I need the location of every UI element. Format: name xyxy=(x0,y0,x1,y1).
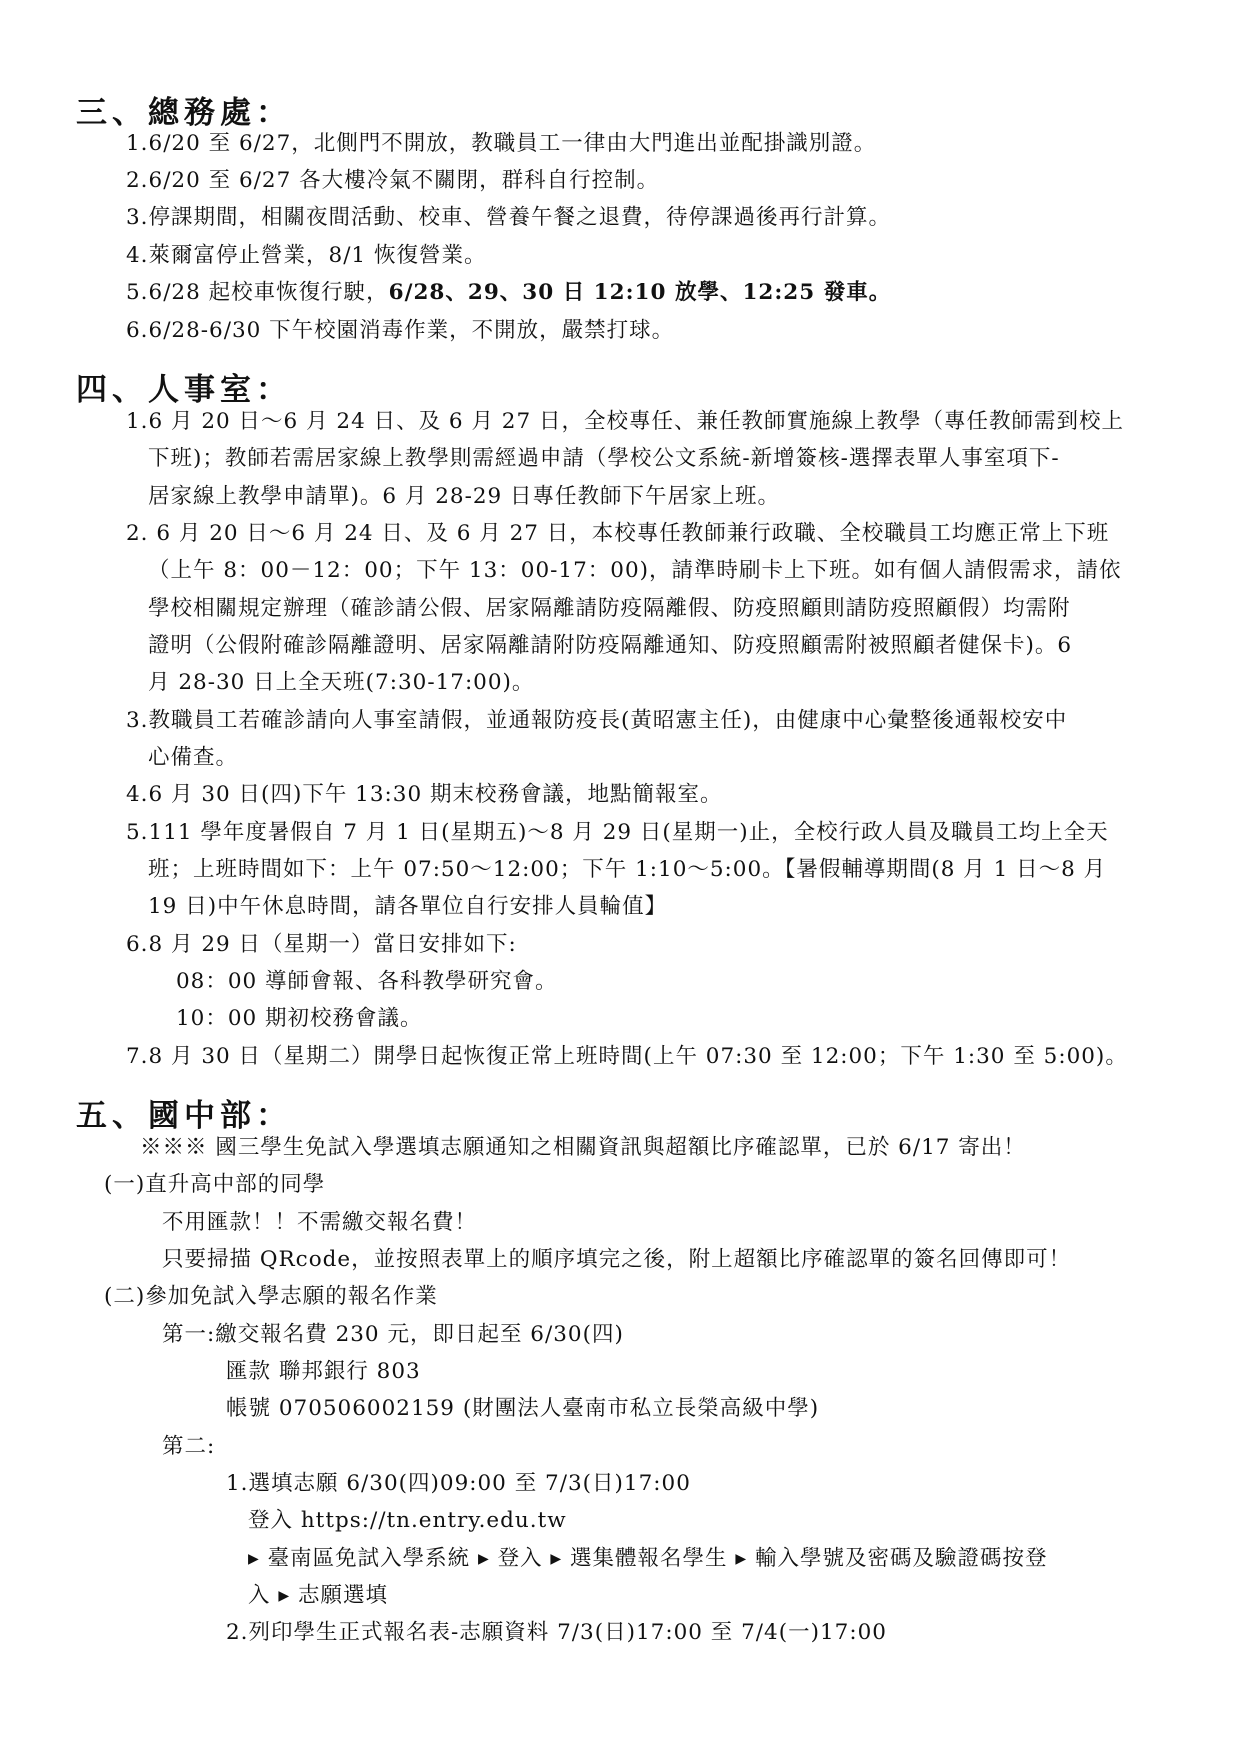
step-detail: 帳號 070506002159 (財團法人臺南市私立長榮高級中學) xyxy=(226,1396,820,1421)
step-detail: 匯款 聯邦銀行 803 xyxy=(226,1359,421,1384)
list-item-line: 心備查。 xyxy=(148,745,239,770)
list-subitem: 10：00 期初校務會議。 xyxy=(176,1006,423,1031)
step-line: 第二: xyxy=(162,1434,216,1459)
section-heading-junior-high: 五、國中部： xyxy=(76,1098,292,1134)
navigation-path: ▸ 臺南區免試入學系統 ▸ 登入 ▸ 選集體報名學生 ▸ 輸入學號及密碼及驗證碼按登 xyxy=(248,1546,1048,1571)
step-line: 第一:繳交報名費 230 元，即日起至 6/30(四) xyxy=(162,1322,624,1347)
list-item-line: 5.111 學年度暑假自 7 月 1 日(星期五)～8 月 29 日(星期一)止，全校行政人員及職員工均上全天 xyxy=(126,820,1109,845)
list-subitem: 08：00 導師會報、各科教學研究會。 xyxy=(176,969,558,994)
list-item: 1.6/20 至 6/27，北側門不開放，教職員工一律由大門進出並配掛識別證。 xyxy=(126,131,877,156)
paragraph-line: 只要掃描 QRcode，並按照表單上的順序填完之後，附上超額比序確認單的簽名回傳即可！ xyxy=(162,1247,1072,1272)
navigation-path: 入 ▸ 志願選填 xyxy=(248,1583,388,1608)
step-detail: 1.選填志願 6/30(四)09:00 至 7/3(日)17:00 xyxy=(226,1471,691,1496)
list-item-line: 1.6 月 20 日～6 月 24 日、及 6 月 27 日，全校專任、兼任教師實施線上教學（專任教師需到校上 xyxy=(126,409,1124,434)
subsection-title: (一)直升高中部的同學 xyxy=(104,1172,326,1197)
list-item xyxy=(126,280,891,306)
notice-line: ※※※ 國三學生免試入學選填志願通知之相關資訊與超額比序確認單，已於 6/17 寄出！ xyxy=(140,1135,1026,1160)
list-item: 2.6/20 至 6/27 各大樓冷氣不關閉，群科自行控制。 xyxy=(126,168,660,193)
list-item-line: 居家線上教學申請單)。6 月 28-29 日專任教師下午居家上班。 xyxy=(148,484,781,509)
list-item: 3.停課期間，相關夜間活動、校車、營養午餐之退費，待停課過後再行計算。 xyxy=(126,205,892,230)
paragraph-line: 不用匯款！！不需繳交報名費！ xyxy=(162,1210,478,1235)
list-item: 4.6 月 30 日(四)下午 13:30 期末校務會議，地點簡報室。 xyxy=(126,782,723,807)
list-item-emphasis: 6/28、29、30 日 12:10 放學、12:25 發車。 xyxy=(388,280,892,305)
list-item: 7.8 月 30 日（星期二）開學日起恢復正常上班時間(上午 07:30 至 12:00；下午 1:30 至 5:00)。 xyxy=(126,1044,1128,1069)
section-heading-general-affairs: 三、總務處： xyxy=(76,95,292,131)
list-item-line: 學校相關規定辦理（確診請公假、居家隔離請防疫隔離假、防疫照顧則請防疫照顧假）均需附 xyxy=(148,596,1071,621)
list-item: 4.萊爾富停止營業，8/1 恢復營業。 xyxy=(126,243,487,268)
section-heading-personnel: 四、人事室： xyxy=(76,372,292,408)
list-item-line: 19 日)中午休息時間，請各單位自行安排人員輪值】 xyxy=(148,894,668,919)
list-item-line: 證明（公假附確診隔離證明、居家隔離請附防疫隔離通知、防疫照顧需附被照顧者健保卡)。6 xyxy=(148,633,1073,658)
step-detail: 2.列印學生正式報名表-志願資料 7/3(日)17:00 至 7/4(一)17:00 xyxy=(226,1620,887,1645)
list-item-line: 班；上班時間如下：上午 07:50～12:00；下午 1:10～5:00。【暑假輔導期間(8 月 1 日～8 月 xyxy=(148,857,1107,882)
subsection-title: (二)參加免試入學志願的報名作業 xyxy=(104,1284,438,1309)
login-url: 登入 https://tn.entry.edu.tw xyxy=(248,1508,567,1533)
list-item-text: 5.6/28 起校車恢復行駛， xyxy=(126,280,389,305)
list-item-line: 月 28-30 日上全天班(7:30-17:00)。 xyxy=(148,670,535,695)
list-item: 6.8 月 29 日（星期一）當日安排如下: xyxy=(126,932,517,957)
list-item: 6.6/28-6/30 下午校園消毒作業，不開放，嚴禁打球。 xyxy=(126,318,675,343)
list-item-line: 3.教職員工若確診請向人事室請假，並通報防疫長(黃昭憲主任)，由健康中心彙整後通報校安中 xyxy=(126,708,1068,733)
list-item-line: 下班)；教師若需居家線上教學則需經過申請（學校公文系統-新增簽核-選擇表單人事室項下- xyxy=(148,446,1060,471)
list-item-line: （上午 8：00－12：00；下午 13：00-17：00)，請準時刷卡上下班。如有個人請假需求，請依 xyxy=(148,558,1122,583)
list-item-line: 2. 6 月 20 日～6 月 24 日、及 6 月 27 日，本校專任教師兼行政職、全校職員工均應正常上下班 xyxy=(126,521,1110,546)
